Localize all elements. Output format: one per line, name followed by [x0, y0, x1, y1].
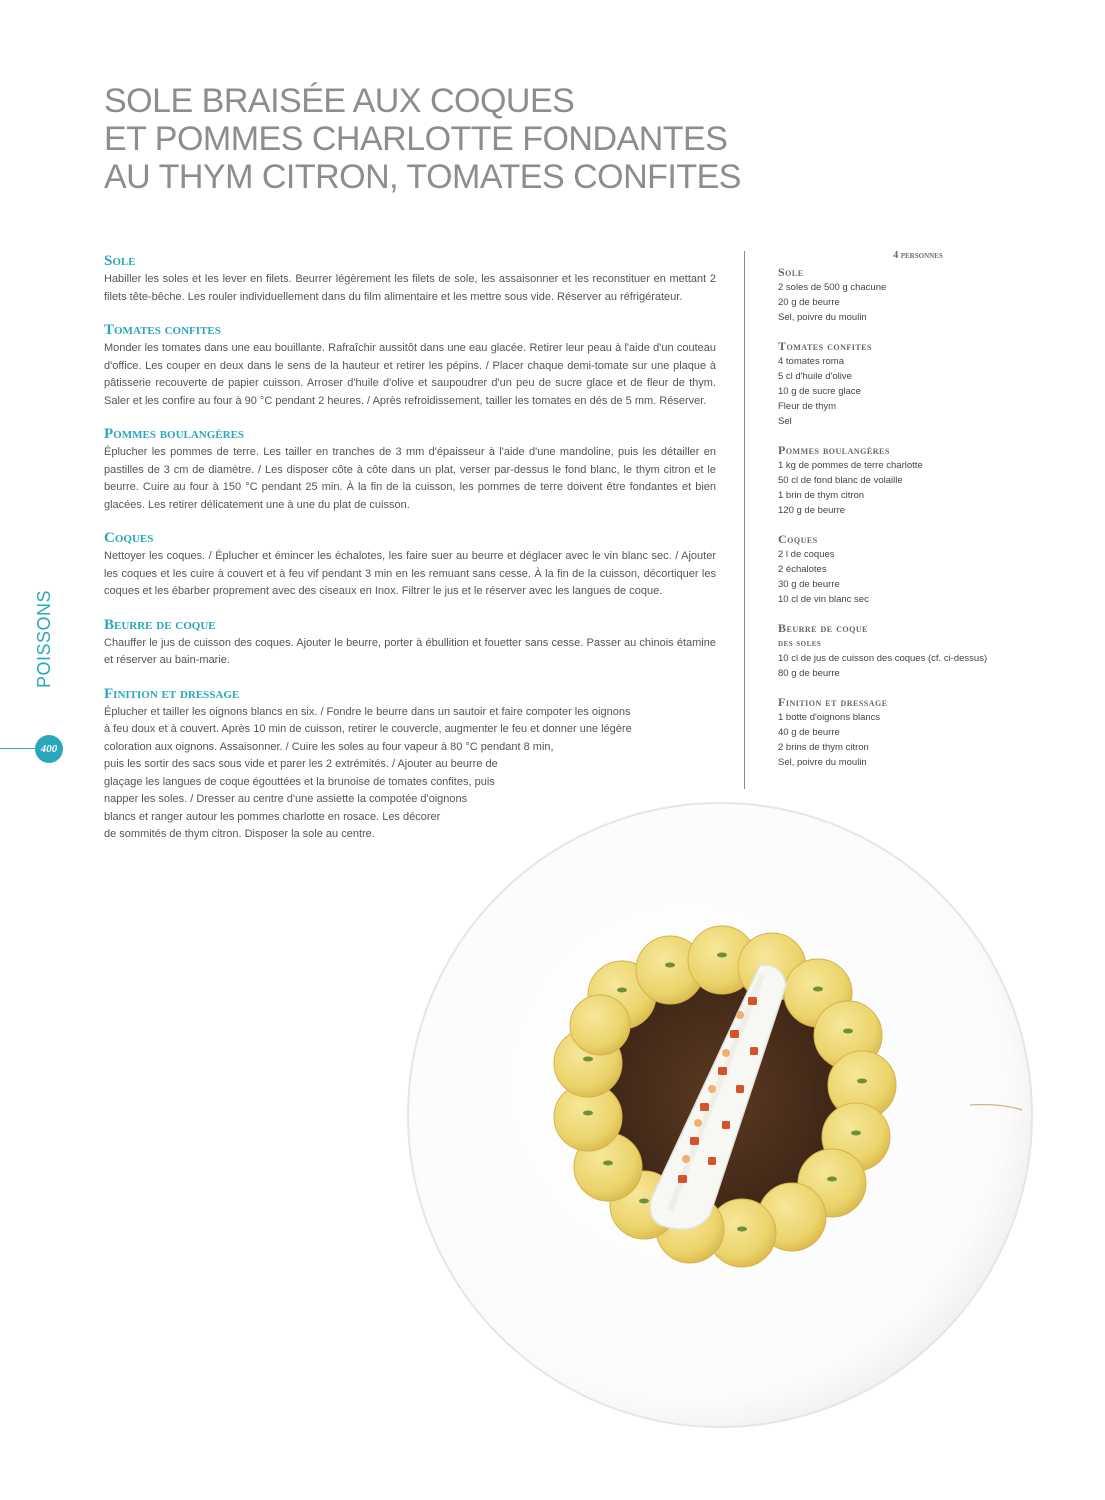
step-text-line: Éplucher et tailler les oignons blancs en six. / Fondre le beurre dans un sautoir et faire compoter les oignons [104, 705, 631, 718]
ingredient-group-tomates-confites [778, 339, 1038, 429]
ingredient-group-title: Beurre de coque [778, 621, 868, 635]
step-text-line: de sommités de thym citron. Disposer la sole au centre. [104, 828, 375, 840]
step-text-line: blancs et ranger autour les pommes charlotte en rosace. Les décorer [104, 810, 441, 823]
step-text: Nettoyer les coques. / Éplucher et émincer les échalotes, les faire suer au beurre et déglacer avec le vin blanc sec. / Ajouter les coques et les cuire à couvert et à feu vif pendant 3 min en les remuant sans cesse. À la fin de la cuisson, décortiquer les coques et les ébarber proprement avec des ciseaux en Inox. Filtrer le jus et le réserver avec les langues de coque. [104, 550, 716, 597]
ingredient-item: 80 g de beurre [778, 668, 840, 679]
ingredient-group-finition-et-dressage [778, 695, 1038, 770]
ingredient-item: 1 brin de thym citron [778, 490, 865, 501]
step-text-line: napper les soles. / Dresser au centre d'une assiette la compotée d'oignons [104, 793, 468, 805]
ingredient-group-title: Pommes boulangères [778, 443, 890, 457]
ingredient-item: 10 cl de jus de cuisson des coques (cf. ci-dessus) [778, 653, 988, 664]
ingredient-item: 2 échalotes [778, 564, 827, 575]
ingredient-item: 120 g de beurre [778, 505, 846, 516]
ingredient-group-title: Tomates confites [778, 339, 872, 353]
step-text: Habiller les soles et les lever en filets. Beurrer légèrement les filets de sole, les assaisonner et les reconstituer en mettant 2 filets tête-bêche. Les rouler individuellement dans du film alimentaire et les mettre sous vide. Réserver au réfrigérateur. [104, 273, 716, 303]
title-line-3: AU THYM CITRON, TOMATES CONFITES [104, 158, 741, 196]
step-heading: Beurre de coque [104, 616, 216, 633]
title-line-1: SOLE BRAISÉE AUX COQUES [104, 82, 575, 120]
recipe-steps [104, 252, 716, 859]
page-number-rule [0, 748, 36, 749]
step-text: Monder les tomates dans une eau bouillante. Rafraîchir aussitôt dans une eau glacée. Retirer leur peau à l'aide d'un couteau d'office. Les couper en deux dans le sens de la hauteur et retirer les pépins. / Placer chaque demi-tomate sur une plaque à pâtisserie recouverte de papier cuisson. Arroser d'huile d'olive et saupoudrer d'un peu de sucre glace et de fleur de thym. Saler et les confire au four à 90 °C pendant 2 heures. / Après refroidissement, tailler les tomates en dés de 5 mm. Réserver. [104, 342, 716, 407]
page-number-badge: 400 [35, 735, 63, 763]
ingredient-item: 5 cl d'huile d'olive [778, 371, 852, 382]
ingredient-item: Sel [778, 416, 792, 427]
step-text-line: à feu doux et à couvert. Après 10 min de cuisson, retirer le couvercle, augmenter le feu et donner une légère [104, 723, 632, 735]
ingredient-item: Sel, poivre du moulin [778, 757, 867, 768]
ingredient-group-subtitle: des soles [778, 638, 822, 649]
ingredient-item: 20 g de beurre [778, 297, 840, 308]
ingredient-group-coques [778, 532, 1038, 607]
step-coques [104, 529, 716, 601]
step-heading: Pommes boulangères [104, 426, 245, 442]
recipe-title [104, 82, 904, 196]
ingredient-group-beurre-de-coque [778, 621, 1038, 681]
ingredient-item: 1 botte d'oignons blancs [778, 712, 881, 723]
ingredient-item: 4 tomates roma [778, 356, 844, 367]
step-heading: Coques [104, 530, 154, 546]
step-heading: Finition et dressage [104, 685, 240, 702]
section-side-label: POISSONS [34, 589, 54, 688]
ingredient-item: 40 g de beurre [778, 727, 840, 738]
title-line-2: ET POMMES CHARLOTTE FONDANTES [104, 120, 728, 158]
ingredient-group-title: Sole [778, 265, 804, 279]
step-heading: Sole [104, 253, 136, 269]
step-sole [104, 252, 716, 306]
step-text: Éplucher les pommes de terre. Les tailler en tranches de 3 mm d'épaisseur à l'aide d'une mandoline, puis les détailler en pastilles de 3 cm de diamètre. / Les disposer côte à côte dans un plat, verser par-dessus le fond blanc, le thym citron et le beurre. Cuire au four à 150 °C pendant 25 min. À la fin de la cuisson, les pommes de terre doivent être fondantes et bien glacées. Les retirer délicatement une à une du plat de cuisson. [104, 446, 716, 511]
ingredient-item: 2 soles de 500 g chacune [778, 282, 887, 293]
ingredient-item: Fleur de thym [778, 401, 837, 412]
ingredient-group-pommes-boulangeres [778, 443, 1038, 518]
ingredients-panel [778, 250, 1038, 784]
step-text: Chauffer le jus de cuisson des coques. Ajouter le beurre, porter à ébullition et fouetter sans cesse. Passer au chinois étamine et réserver au bain-marie. [104, 636, 716, 666]
step-pommes-boulangeres [104, 425, 716, 514]
ingredient-item: 2 brins de thym citron [778, 742, 869, 753]
step-tomates-confites [104, 321, 716, 410]
ingredient-item: 30 g de beurre [778, 579, 840, 590]
step-heading: Tomates confites [104, 322, 221, 338]
step-text-line: puis les sortir des sacs sous vide et parer les 2 extrémités. / Ajouter au beurre de [104, 758, 498, 770]
ingredient-item: 50 cl de fond blanc de volaille [778, 475, 903, 486]
ingredient-item: 1 kg de pommes de terre charlotte [778, 460, 923, 471]
ingredient-item: 10 cl de vin blanc sec [778, 594, 869, 605]
dish-photo [400, 785, 1060, 1435]
ingredient-group-sole [778, 265, 1038, 325]
step-beurre-de-coque [104, 616, 716, 670]
column-divider [744, 251, 745, 789]
ingredient-group-title: Finition et dressage [778, 695, 888, 709]
ingredient-item: 2 l de coques [778, 549, 835, 560]
servings-label: 4 personnes [893, 250, 943, 261]
ingredient-item: 10 g de sucre glace [778, 386, 861, 397]
step-text-line: coloration aux oignons. Assaisonner. / Cuire les soles au four vapeur à 80 °C pendant 8 min, [104, 740, 554, 753]
ingredient-item: Sel, poivre du moulin [778, 312, 867, 323]
step-text-line: glaçage les langues de coque égouttées et la brunoise de tomates confites, puis [104, 775, 495, 788]
ingredient-group-title: Coques [778, 532, 818, 546]
